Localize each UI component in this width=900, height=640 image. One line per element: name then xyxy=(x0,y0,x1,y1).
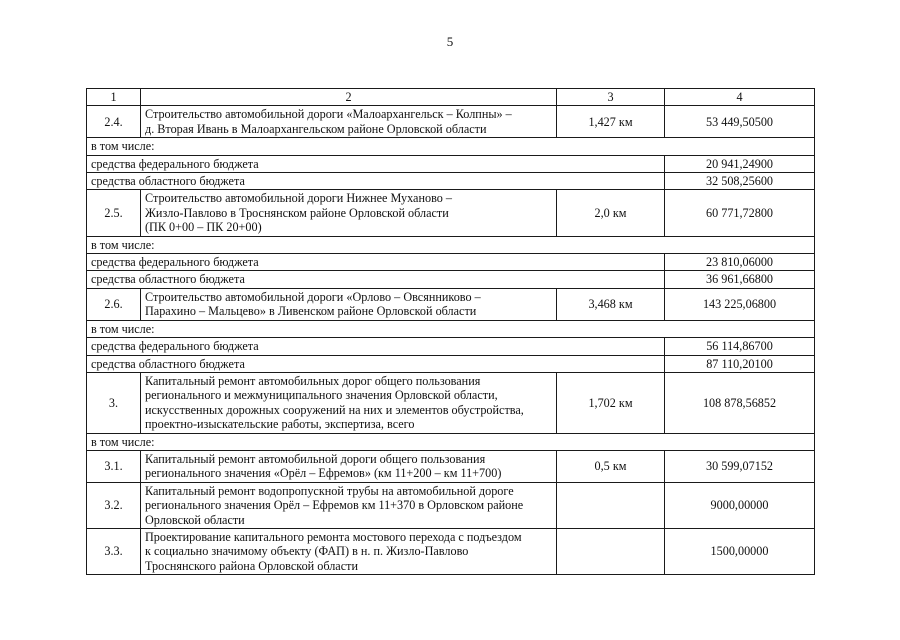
item-description xyxy=(141,482,557,528)
description-line: регионального значения Орёл – Ефремов км 11+370 в Орловском районе xyxy=(145,498,524,513)
description-line: регионального значения «Орёл – Ефремов» (км 11+200 – км 11+700) xyxy=(145,466,502,481)
table-row-item xyxy=(87,372,815,433)
item-description xyxy=(141,288,557,320)
funding-source-label: средства областного бюджета xyxy=(87,355,665,372)
table-row-including xyxy=(87,138,815,155)
item-description xyxy=(141,528,557,574)
table-row-funding-source xyxy=(87,271,815,288)
funding-amount: 32 508,25600 xyxy=(665,173,815,190)
item-length: 1,427 км xyxy=(557,106,665,138)
item-number: 2.5. xyxy=(87,190,141,236)
description-line: Жизло-Павлово в Троснянском районе Орловской области xyxy=(145,205,449,220)
table-row-including xyxy=(87,236,815,253)
table-row-funding-source xyxy=(87,155,815,172)
item-amount: 60 771,72800 xyxy=(665,190,815,236)
description-line: Троснянского района Орловской области xyxy=(145,558,358,573)
table-row-funding-source xyxy=(87,254,815,271)
description-line: (ПК 0+00 – ПК 20+00) xyxy=(145,220,262,235)
including-label: в том числе: xyxy=(87,433,815,450)
item-amount: 9000,00000 xyxy=(665,482,815,528)
item-number: 3. xyxy=(87,372,141,433)
description-line: проектно-изыскательские работы, экспертиза, всего xyxy=(145,417,415,432)
item-number: 2.6. xyxy=(87,288,141,320)
table-body xyxy=(87,89,815,575)
description-line: Парахино – Мальцево» в Ливенском районе Орловской области xyxy=(145,304,477,319)
including-label: в том числе: xyxy=(87,320,815,337)
including-label: в том числе: xyxy=(87,236,815,253)
item-description xyxy=(141,190,557,236)
item-length: 3,468 км xyxy=(557,288,665,320)
description-line: Капитальный ремонт водопропускной трубы на автомобильной дороге xyxy=(145,483,514,498)
funding-amount: 56 114,86700 xyxy=(665,338,815,355)
table-row-item xyxy=(87,450,815,482)
description-line: Строительство автомобильной дороги «Малоархангельск – Колпны» – xyxy=(145,107,512,122)
item-description xyxy=(141,450,557,482)
item-amount: 30 599,07152 xyxy=(665,450,815,482)
description-line: Строительство автомобильной дороги «Орлово – Овсянниково – xyxy=(145,289,481,304)
item-length xyxy=(557,482,665,528)
funding-source-label: средства федерального бюджета xyxy=(87,155,665,172)
funding-amount: 23 810,06000 xyxy=(665,254,815,271)
description-line: искусственных дорожных сооружений на них и элементов обустройства, xyxy=(145,402,524,417)
table-row-funding-source xyxy=(87,338,815,355)
header-cell-1: 1 xyxy=(87,89,141,106)
item-amount: 143 225,06800 xyxy=(665,288,815,320)
page-number: 5 xyxy=(446,34,454,49)
description-line: Орловской области xyxy=(145,512,245,527)
table-row-item xyxy=(87,482,815,528)
item-amount: 53 449,50500 xyxy=(665,106,815,138)
header-cell-4: 4 xyxy=(665,89,815,106)
item-length: 1,702 км xyxy=(557,372,665,433)
item-amount: 1500,00000 xyxy=(665,528,815,574)
description-line: регионального и межмуниципального значения Орловской области, xyxy=(145,388,498,403)
table-row-funding-source xyxy=(87,355,815,372)
funding-source-label: средства областного бюджета xyxy=(87,271,665,288)
item-description xyxy=(141,106,557,138)
item-length: 0,5 км xyxy=(557,450,665,482)
item-number: 3.2. xyxy=(87,482,141,528)
table-row-item xyxy=(87,106,815,138)
table-row-item xyxy=(87,288,815,320)
item-description xyxy=(141,372,557,433)
table-row-including xyxy=(87,320,815,337)
description-line: Проектирование капитального ремонта мостового перехода с подъездом xyxy=(145,529,522,544)
item-length: 2,0 км xyxy=(557,190,665,236)
table-row-funding-source xyxy=(87,173,815,190)
header-cell-3: 3 xyxy=(557,89,665,106)
item-number: 2.4. xyxy=(87,106,141,138)
table-row-including xyxy=(87,433,815,450)
funding-source-label: средства областного бюджета xyxy=(87,173,665,190)
table-row-item xyxy=(87,528,815,574)
funding-source-label: средства федерального бюджета xyxy=(87,338,665,355)
description-line: Строительство автомобильной дороги Нижнее Муханово – xyxy=(145,191,452,206)
budget-table xyxy=(86,88,815,575)
description-line: Капитальный ремонт автомобильных дорог общего пользования xyxy=(145,373,481,388)
item-amount: 108 878,56852 xyxy=(665,372,815,433)
funding-amount: 20 941,24900 xyxy=(665,155,815,172)
item-number: 3.1. xyxy=(87,450,141,482)
funding-source-label: средства федерального бюджета xyxy=(87,254,665,271)
funding-amount: 36 961,66800 xyxy=(665,271,815,288)
including-label: в том числе: xyxy=(87,138,815,155)
table-row-item xyxy=(87,190,815,236)
description-line: Капитальный ремонт автомобильной дороги общего пользования xyxy=(145,451,486,466)
table-header-row xyxy=(87,89,815,106)
description-line: д. Вторая Ивань в Малоархангельском районе Орловской области xyxy=(145,121,487,136)
item-length xyxy=(557,528,665,574)
description-line: к социально значимому объекту (ФАП) в н. п. Жизло-Павлово xyxy=(145,544,469,559)
item-number: 3.3. xyxy=(87,528,141,574)
funding-amount: 87 110,20100 xyxy=(665,355,815,372)
header-cell-2: 2 xyxy=(141,89,557,106)
